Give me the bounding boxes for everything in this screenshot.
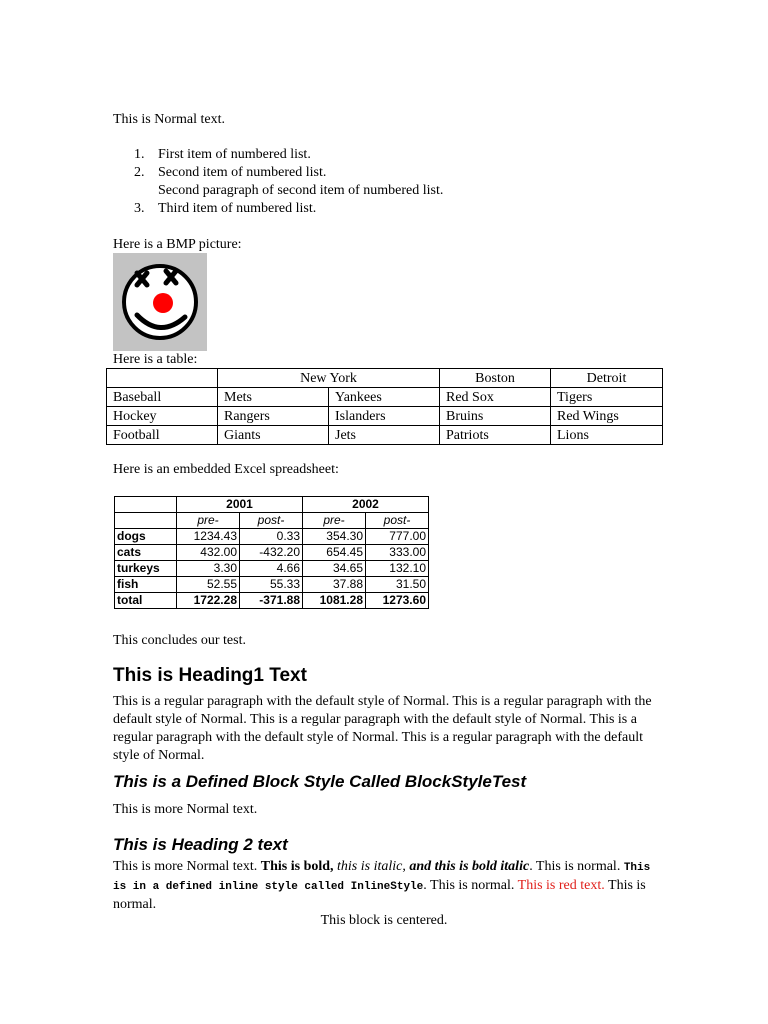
numbered-list	[112, 146, 443, 218]
excel-caption: Here is an embedded Excel spreadsheet:	[113, 462, 339, 477]
excel-subheader-cell: post-	[240, 513, 303, 529]
excel-cell: 31.50	[366, 577, 429, 593]
excel-cell: 777.00	[366, 529, 429, 545]
excel-cell: -371.88	[240, 593, 303, 609]
list-number: 1.	[134, 147, 145, 162]
heading-1: This is Heading1 Text	[113, 665, 307, 686]
more-normal-text: This is more Normal text.	[113, 802, 258, 817]
inline-style-span: This is in a defined inline style called InlineStyle	[113, 862, 651, 893]
excel-row-label: dogs	[115, 529, 177, 545]
excel-year-cell: 2001	[177, 497, 303, 513]
excel-cell: 1722.28	[177, 593, 240, 609]
block-style-heading: This is a Defined Block Style Called BlockStyleTest	[113, 772, 527, 791]
table-header-cell: Detroit	[551, 369, 663, 388]
centered-block: This block is centered.	[320, 913, 448, 928]
excel-row	[115, 529, 429, 545]
list-item	[112, 146, 443, 164]
excel-cell: 654.45	[303, 545, 366, 561]
table-cell: Islanders	[329, 407, 440, 426]
excel-cell: -432.20	[240, 545, 303, 561]
excel-cell: 34.65	[303, 561, 366, 577]
clown-face-image	[113, 253, 207, 351]
list-number: 2.	[134, 165, 145, 180]
excel-cell: 333.00	[366, 545, 429, 561]
list-number: 3.	[134, 201, 145, 216]
table-cell: Tigers	[551, 388, 663, 407]
table-cell: Rangers	[218, 407, 329, 426]
normal-span: . This is normal.	[423, 878, 518, 893]
excel-subheader-row	[115, 513, 429, 529]
table-header-row	[107, 369, 663, 388]
excel-cell: 3.30	[177, 561, 240, 577]
table-cell: Jets	[329, 426, 440, 445]
list-item-text: Third item of numbered list.	[158, 201, 317, 216]
mixed-style-paragraph	[113, 858, 653, 914]
excel-cell: 52.55	[177, 577, 240, 593]
table-header-cell: Boston	[440, 369, 551, 388]
excel-year-cell: 2002	[303, 497, 429, 513]
table-cell: Lions	[551, 426, 663, 445]
table-cell: Bruins	[440, 407, 551, 426]
table-cell: Football	[107, 426, 218, 445]
red-text-span: This is red text.	[517, 878, 605, 893]
excel-subheader-cell: pre-	[303, 513, 366, 529]
excel-cell: 1081.28	[303, 593, 366, 609]
table-row	[107, 388, 663, 407]
excel-cell: 4.66	[240, 561, 303, 577]
bold-span: This is bold,	[260, 859, 338, 874]
excel-row	[115, 545, 429, 561]
regular-paragraph: This is a regular paragraph with the default style of Normal. This is a regular paragraph with the default style of Normal. This is a regular paragraph with the default style of Normal. This is a regular paragraph with the default style of Normal. This is a regular paragraph with the default style of Normal.	[113, 694, 652, 763]
excel-cell	[115, 497, 177, 513]
normal-text: This is Normal text.	[113, 112, 225, 127]
excel-year-row	[115, 497, 429, 513]
excel-row-label: fish	[115, 577, 177, 593]
excel-subheader-cell: post-	[366, 513, 429, 529]
excel-cell: 37.88	[303, 577, 366, 593]
excel-cell: 1273.60	[366, 593, 429, 609]
table-cell: Red Wings	[551, 407, 663, 426]
table-row	[107, 407, 663, 426]
excel-cell: 354.30	[303, 529, 366, 545]
separator-span: ,	[402, 859, 410, 874]
table-cell	[107, 369, 218, 388]
excel-row-label: turkeys	[115, 561, 177, 577]
excel-cell: 0.33	[240, 529, 303, 545]
bold-italic-span: and this is bold italic	[409, 859, 530, 874]
conclusion-text: This concludes our test.	[113, 633, 246, 648]
excel-total-row	[115, 593, 429, 609]
bmp-caption: Here is a BMP picture:	[113, 237, 242, 252]
heading-2: This is Heading 2 text	[113, 835, 288, 854]
excel-cell: 432.00	[177, 545, 240, 561]
list-item-second-paragraph: Second paragraph of second item of numbered list.	[158, 183, 444, 198]
table-cell: Baseball	[107, 388, 218, 407]
normal-span: This is normal.	[113, 878, 646, 912]
list-item	[112, 200, 443, 218]
table-row	[107, 426, 663, 445]
table-caption: Here is a table:	[113, 352, 198, 367]
sports-table	[106, 368, 663, 445]
list-item	[112, 164, 443, 200]
table-cell: Patriots	[440, 426, 551, 445]
list-item-text: Second item of numbered list.	[158, 165, 327, 180]
excel-cell: 1234.43	[177, 529, 240, 545]
italic-span: this is italic	[337, 859, 403, 874]
excel-row	[115, 561, 429, 577]
excel-row-label: total	[115, 593, 177, 609]
table-cell: Giants	[218, 426, 329, 445]
table-header-cell: New York	[218, 369, 440, 388]
excel-cell: 55.33	[240, 577, 303, 593]
normal-span: This is more Normal text.	[113, 859, 261, 874]
table-cell: Mets	[218, 388, 329, 407]
list-item-text: First item of numbered list.	[158, 147, 311, 162]
excel-row	[115, 577, 429, 593]
excel-row-label: cats	[115, 545, 177, 561]
excel-subheader-cell: pre-	[177, 513, 240, 529]
table-cell: Hockey	[107, 407, 218, 426]
table-cell: Yankees	[329, 388, 440, 407]
normal-span: . This is normal.	[529, 859, 624, 874]
excel-spreadsheet	[114, 496, 429, 609]
excel-cell	[115, 513, 177, 529]
table-cell: Red Sox	[440, 388, 551, 407]
excel-cell: 132.10	[366, 561, 429, 577]
clown-face-icon	[113, 253, 207, 351]
